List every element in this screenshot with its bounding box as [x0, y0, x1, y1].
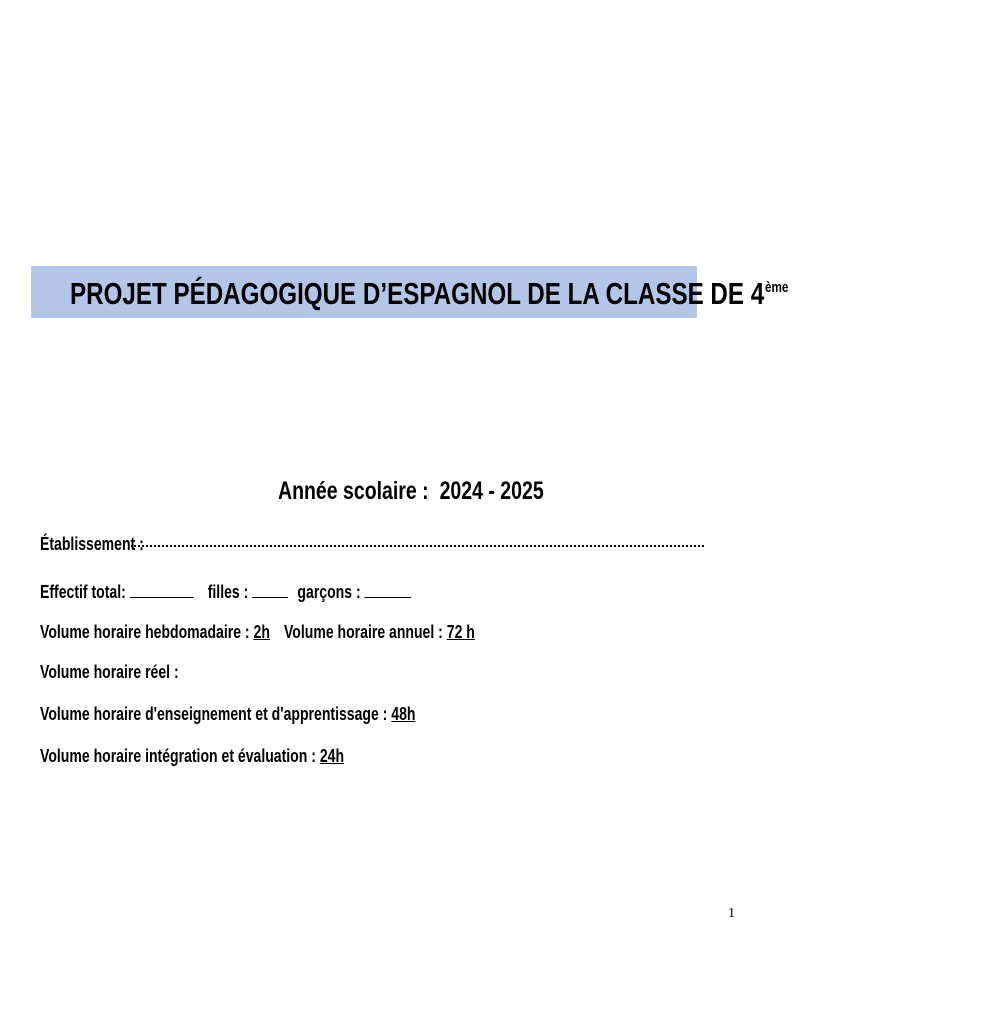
real-hours-label: Volume horaire réel : [40, 662, 179, 682]
weekly-hours-value: 2h [253, 622, 270, 642]
headcount-line [40, 581, 516, 603]
teaching-hours-line [40, 703, 521, 725]
document-title-text: PROJET PÉDAGOGIQUE D’ESPAGNOL DE LA CLASSE DE 4 [70, 276, 765, 311]
school-year-value: 2024 - 2025 [439, 477, 544, 505]
integration-hours-line [40, 745, 430, 767]
establishment-label: Établissement : [40, 534, 144, 554]
page-number: 1 [728, 906, 735, 921]
girls-blank[interactable] [252, 581, 288, 598]
annual-hours-label: Volume horaire annuel : [283, 622, 443, 642]
total-headcount-label: Effectif total: [40, 582, 126, 602]
teaching-hours-value: 48h [391, 704, 416, 724]
title-superscript: ème [764, 279, 789, 296]
integration-hours-value: 24h [319, 746, 345, 766]
integration-hours-label: Volume horaire intégration et évaluation : [40, 746, 316, 766]
girls-label: filles : [207, 582, 249, 602]
teaching-hours-label: Volume horaire d'enseignement et d'apprentissage : [40, 704, 388, 724]
school-year-label: Année scolaire : [278, 477, 429, 505]
real-hours-line [40, 661, 218, 683]
boys-label: garçons : [297, 582, 361, 602]
establishment-line [40, 533, 173, 555]
weekly-annual-hours-line [40, 621, 598, 643]
school-year-line [278, 476, 619, 506]
boys-blank[interactable] [365, 581, 412, 598]
annual-hours-value: 72 h [446, 622, 475, 642]
total-headcount-blank[interactable] [130, 581, 194, 598]
document-title [70, 276, 991, 318]
establishment-dotted-field[interactable] [131, 545, 704, 547]
weekly-hours-label: Volume horaire hebdomadaire : [40, 622, 250, 642]
